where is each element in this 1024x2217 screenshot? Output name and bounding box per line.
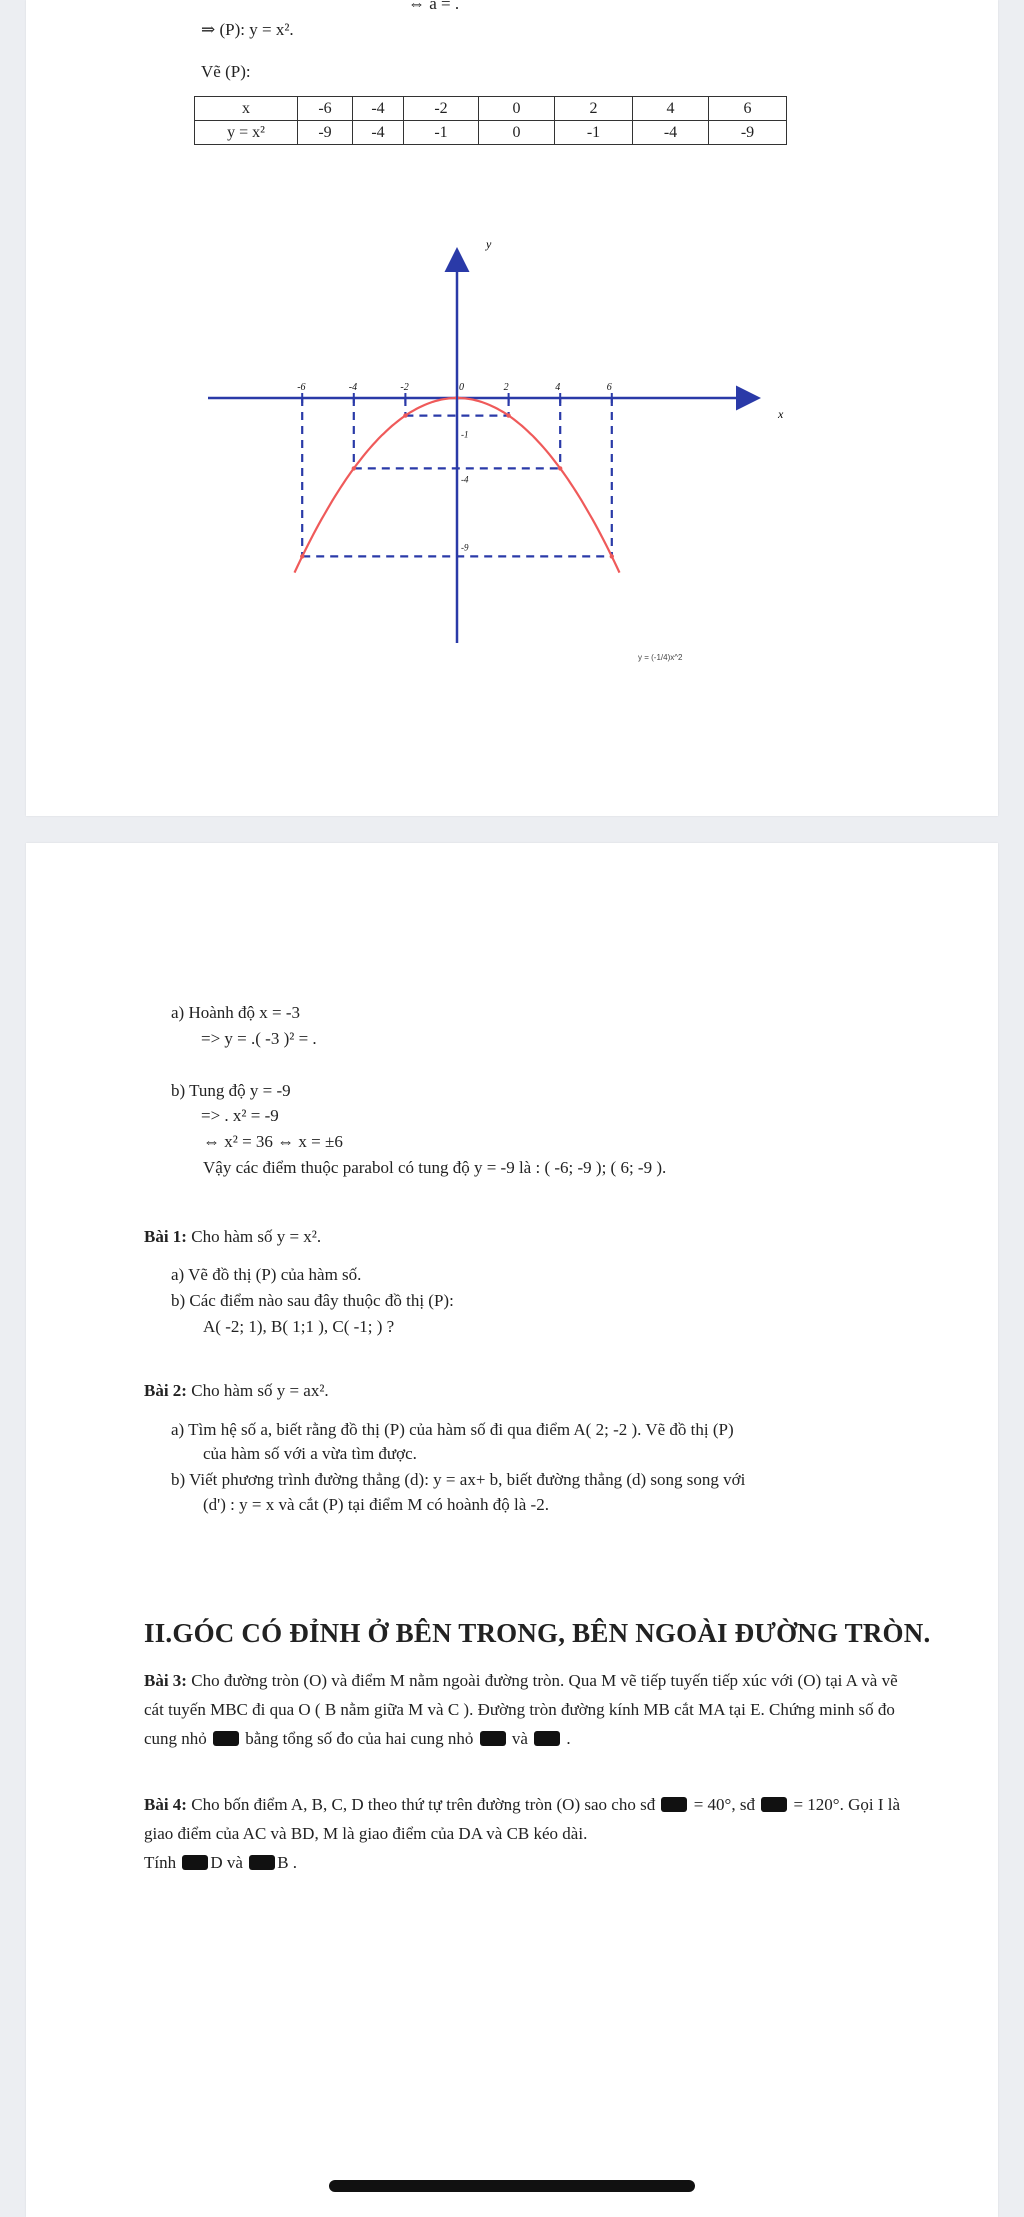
exercise-1-b: b) Các điểm nào sau đây thuộc đồ thị (P):	[171, 1291, 454, 1310]
parabola-equation: ⇒ (P): y = x².	[201, 20, 294, 39]
data-point	[403, 413, 407, 417]
table-cell: -9	[298, 121, 353, 145]
data-point	[610, 554, 614, 558]
y-tick-label: -4	[461, 474, 469, 485]
exercise-4-val1: = 40°, sđ	[689, 1795, 760, 1814]
exercise-4-d: D	[210, 1853, 223, 1872]
y-tick-label: -9	[461, 542, 469, 553]
data-point	[558, 466, 562, 470]
section-heading: II.GÓC CÓ ĐỈNH Ở BÊN TRONG, BÊN NGOÀI ĐƯỜNG TRÒN.	[144, 1618, 931, 1648]
x-tick-label: 0	[459, 382, 464, 393]
exercise-3-end: .	[562, 1729, 571, 1748]
item-a-line: => y = .( -3 )² = .	[201, 1029, 317, 1048]
table-cell: 2	[555, 97, 633, 121]
exercise-4-b: B .	[277, 1853, 298, 1872]
table-cell: -2	[404, 97, 479, 121]
arc-symbol	[534, 1731, 560, 1746]
item-b-line: => . x² = -9	[201, 1106, 279, 1125]
exercise-3-mid: bằng tổng số đo của hai cung nhỏ	[241, 1729, 478, 1748]
y-axis-label: y	[486, 237, 492, 251]
exercise-4-tinh: Tính	[144, 1853, 181, 1872]
table-cell: -4	[353, 97, 404, 121]
y-tick-label: -1	[461, 429, 469, 440]
arc-symbol	[480, 1731, 506, 1746]
exercise-3	[144, 1666, 919, 1753]
draw-label: Vẽ (P):	[201, 62, 251, 81]
table-cell: -9	[709, 121, 787, 145]
x-tick-label: -6	[297, 382, 306, 393]
exercise-4-text: Cho bốn điểm A, B, C, D theo thứ tự trên đường tròn (O) sao cho sđ	[186, 1795, 660, 1814]
parabola-graph	[26, 0, 998, 816]
table-cell: x	[195, 97, 298, 121]
arc-symbol	[182, 1855, 208, 1870]
exercise-2-b: b) Viết phương trình đường thẳng (d): y = ax+ b, biết đường thẳng (d) song song với	[171, 1470, 746, 1489]
table-cell: -4	[633, 121, 709, 145]
document-page-1	[26, 0, 998, 816]
item-a-label: a) Hoành độ x = -3	[171, 1003, 301, 1022]
exercise-2-b-cont: (d') : y = x và cắt (P) tại điểm M có hoành độ là -2.	[203, 1495, 549, 1514]
table-cell: -1	[555, 121, 633, 145]
table-cell: -6	[298, 97, 353, 121]
arc-symbol	[213, 1731, 239, 1746]
item-b-conclusion: Vậy các điểm thuộc parabol có tung độ y = -9 là : ( -6; -9 ); ( 6; -9 ).	[203, 1158, 667, 1177]
exercise-4-val2: = 120°. Gọi I là giao điểm của AC và BD, M là giao điểm của DA và CB kéo dài.	[144, 1795, 901, 1843]
x-tick-label: 6	[606, 382, 612, 393]
exercise-1-points: A( -2; 1), B( 1;1 ), C( -1; ) ?	[203, 1317, 395, 1336]
table-cell: 0	[479, 121, 555, 145]
data-point	[506, 413, 510, 417]
x-tick-label: 4	[555, 382, 561, 393]
arc-symbol	[761, 1797, 787, 1812]
home-indicator[interactable]	[329, 2180, 695, 2192]
exercise-3-title: Bài 3:	[144, 1671, 187, 1690]
exercise-3-and: và	[507, 1729, 533, 1748]
series-label: y = (-1/4)x^2	[638, 653, 683, 662]
exercise-1-a: a) Vẽ đồ thị (P) của hàm số.	[171, 1265, 362, 1284]
exercise-1	[144, 1227, 321, 1247]
exercise-4	[144, 1790, 919, 1877]
exercise-4-title: Bài 4:	[144, 1795, 187, 1814]
table-cell: 6	[709, 97, 787, 121]
exercise-1-title: Bài 1:	[144, 1227, 187, 1246]
x-axis-label: x	[778, 407, 784, 421]
x-tick-label: -4	[348, 382, 358, 393]
document-page-2	[26, 843, 998, 2217]
x-tick-label: 2	[503, 382, 509, 393]
x-tick-label: -2	[400, 382, 409, 393]
table-cell: 0	[479, 97, 555, 121]
exercise-3-text: Cho đường tròn (O) và điểm M nằm ngoài đường tròn. Qua M vẽ tiếp tuyến tiếp xúc với (O) tại A và vẽ cát tuyến MBC đi qua O ( B nằm giữa M và C ). Đường tròn đường kính MB cắt MA tại E. Chứng minh số đo cung nhỏ	[144, 1671, 898, 1748]
item-b-line: ⇔ x² = 36 ⇔ x = ±6	[203, 1132, 343, 1151]
data-point	[352, 466, 356, 470]
table-cell: -1	[404, 121, 479, 145]
exercise-2	[144, 1381, 329, 1401]
exercise-2-text: Cho hàm số y = ax².	[186, 1381, 329, 1400]
exercise-4-and: và	[222, 1853, 248, 1872]
item-b-label: b) Tung độ y = -9	[171, 1081, 291, 1100]
exercise-1-text: Cho hàm số y = x².	[186, 1227, 322, 1246]
top-fragment: ⇔ a = .	[408, 0, 460, 13]
data-point	[300, 554, 304, 558]
table-cell: -4	[353, 121, 404, 145]
table-cell: 4	[633, 97, 709, 121]
arc-symbol	[661, 1797, 687, 1812]
exercise-2-title: Bài 2:	[144, 1381, 187, 1400]
arc-symbol	[249, 1855, 275, 1870]
exercise-2-a-cont: của hàm số với a vừa tìm được.	[203, 1444, 417, 1463]
exercise-2-a: a) Tìm hệ số a, biết rằng đồ thị (P) của hàm số đi qua điểm A( 2; -2 ). Vẽ đồ thị (P)	[171, 1420, 734, 1439]
table-cell: y = x²	[195, 121, 298, 145]
